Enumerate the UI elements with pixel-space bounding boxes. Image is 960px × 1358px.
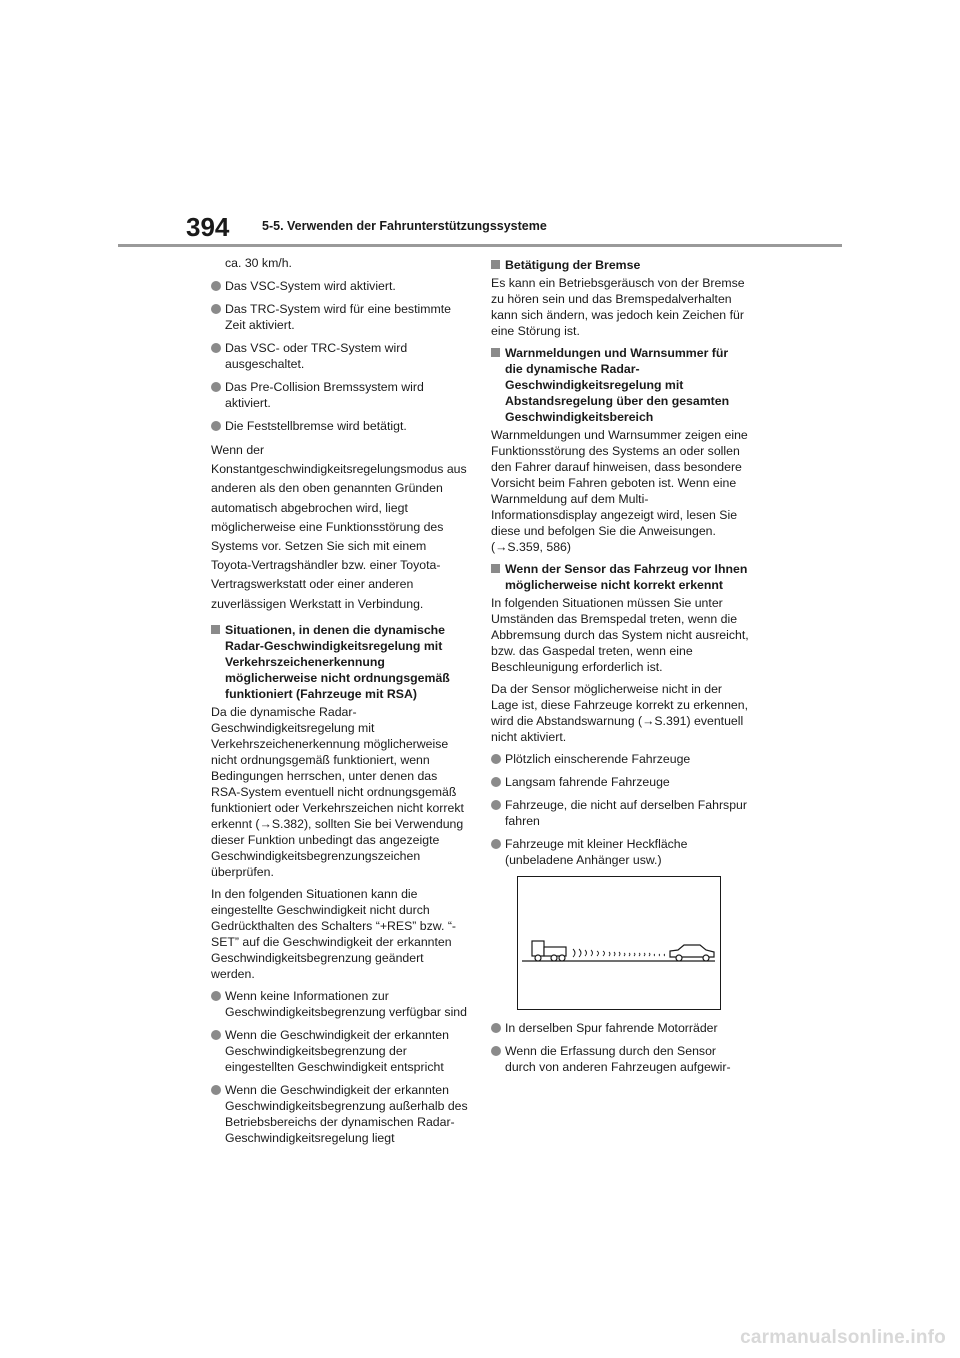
warnings-paragraph: Warnmeldungen und Warnsummer zeigen eine Funktionsstörung des Systems an oder sollen den Fahrer darauf hinweisen, dass besondere Vorsicht beim Fahren geboten ist. Wenn eine Warnmeldung auf dem Multi-Informationsdisplay angezeigt wird, lesen Sie diese und befolgen Sie die Anweisungen. (→S.359, 586) [491,428,748,554]
continued-text: ca. 30 km/h. [225,256,292,270]
page-number: 394 [186,212,230,242]
bullet-item: Fahrzeuge, die nicht auf derselben Fahrspur fahren [491,797,749,829]
bullet-dot-icon [211,281,221,291]
bullet-dot-icon [211,991,221,1001]
heading-square-icon [491,260,500,269]
bullet-item: Langsam fahrende Fahrzeuge [491,774,749,790]
bullet-item: Das TRC-System wird für eine bestimmte Zeit aktiviert. [211,301,469,333]
bullet-dot-icon [491,1046,501,1056]
bullet-dot-icon [211,304,221,314]
heading-square-icon [211,625,220,634]
sensor-illustration [517,876,721,1010]
bullet-dot-icon [211,343,221,353]
bullet-item: Das VSC- oder TRC-System wird ausgeschaltet. [211,340,469,372]
heading-warnings: Warnmeldungen und Warnsummer für die dynamische Radar-Geschwindigkeitsregelung mit Abstandsregelung über den gesamten Geschwindigkeitsbereich [491,345,749,425]
sensor-paragraph-1: In folgenden Situationen müssen Sie unter Umständen das Bremspedal treten, wenn die Abbremsung durch das System nicht ausreicht, bzw. das Gaspedal treten, wenn eine Beschleunigung erforderlich ist. [491,596,749,674]
heading-square-icon [491,564,500,573]
right-column [491,255,749,1082]
heading-rsa: Situationen, in denen die dynamische Radar-Geschwindigkeitsregelung mit Verkehrszeichenerkennung möglicherweise nicht ordnungsgemäß funktioniert (Fahrzeuge mit RSA) [211,622,469,702]
bullet-item: Wenn die Geschwindigkeit der erkannten Geschwindigkeitsbegrenzung außerhalb des Betriebsbereichs der dynamischen Radar-Geschwindigkeitsregelung liegt [211,1082,469,1146]
bullet-item: Das Pre-Collision Bremssystem wird aktiviert. [211,379,469,411]
rsa-paragraph-1: Da die dynamische Radar-Geschwindigkeitsregelung mit Verkehrszeichenerkennung möglicherweise nicht ordnungsgemäß funktioniert, wenn Bedingungen herrschen, unter denen das RSA-System eventuell nicht ordnungsgemäß funktioniert oder Verkehrszeichen nicht korrekt erkennt (→S.382), sollten Sie bei Verwendung dieser Funktion unbedingt das angezeigte Geschwindigkeitsbegrenzungszeichen überprüfen. [211,704,464,879]
header-rule [118,244,842,247]
bullet-item: In derselben Spur fahrende Motorräder [491,1020,749,1036]
bullet-dot-icon [211,1085,221,1095]
bullet-dot-icon [211,421,221,431]
bullet-item: Wenn keine Informationen zur Geschwindigkeitsbegrenzung verfügbar sind [211,988,469,1020]
warning-paragraph: Wenn der Konstantgeschwindigkeitsregelungsmodus aus anderen als den oben genannten Gründen automatisch abgebrochen wird, liegt möglicherweise eine Funktionsstörung des Systems vor. Setzen Sie sich mit einem Toyota-Vertragshändler bzw. einer Toyota-Vertragswerkstatt oder einer anderen zuverlässigen Werkstatt in Verbindung. [211,443,467,611]
sensor-paragraph-2: Da der Sensor möglicherweise nicht in der Lage ist, diese Fahrzeuge korrekt zu erkennen, wird die Abstandswarnung (→S.391) eventuell nicht aktiviert. [491,682,749,744]
truck-and-car-illustration [518,877,719,1008]
radar-waves-icon [573,949,665,957]
bullet-dot-icon [211,382,221,392]
bullet-item: Plötzlich einscherende Fahrzeuge [491,751,749,767]
bullet-dot-icon [491,800,501,810]
bullet-dot-icon [491,777,501,787]
section-title: 5-5. Verwenden der Fahrunterstützungssysteme [262,219,547,233]
bullet-item: Wenn die Erfassung durch den Sensor durch von anderen Fahrzeugen aufgewir- [491,1043,749,1075]
bullet-dot-icon [211,1030,221,1040]
bullet-item: Fahrzeuge mit kleiner Heckfläche (unbeladene Anhänger usw.) [491,836,749,868]
heading-sensor: Wenn der Sensor das Fahrzeug vor Ihnen möglicherweise nicht korrekt erkennt [491,561,749,593]
bullet-dot-icon [491,1023,501,1033]
bullet-item: Das VSC-System wird aktiviert. [211,278,469,294]
bullet-item: Wenn die Geschwindigkeit der erkannten Geschwindigkeitsbegrenzung der eingestellten Geschwindigkeit entspricht [211,1027,469,1075]
left-column [211,255,469,1153]
rsa-paragraph-2: In den folgenden Situationen kann die eingestellte Geschwindigkeit nicht durch Gedrückthalten des Schalters “+RES” bzw. “-SET” auf die Geschwindigkeit der erkannten Geschwindigkeitsbegrenzung geändert werden. [211,886,457,981]
heading-brake: Betätigung der Bremse [491,257,749,273]
bullet-dot-icon [491,754,501,764]
car-icon [670,945,714,961]
bullet-dot-icon [491,839,501,849]
brake-paragraph: Es kann ein Betriebsgeräusch von der Bremse zu hören sein und das Bremspedalverhalten kann sich ändern, was jedoch kein Zeichen für eine Störung ist. [491,276,745,338]
truck-icon [532,941,566,961]
footer-watermark: carmanualsonline.info [740,1327,946,1348]
bullet-item: Die Feststellbremse wird betätigt. [211,418,469,434]
heading-square-icon [491,348,500,357]
